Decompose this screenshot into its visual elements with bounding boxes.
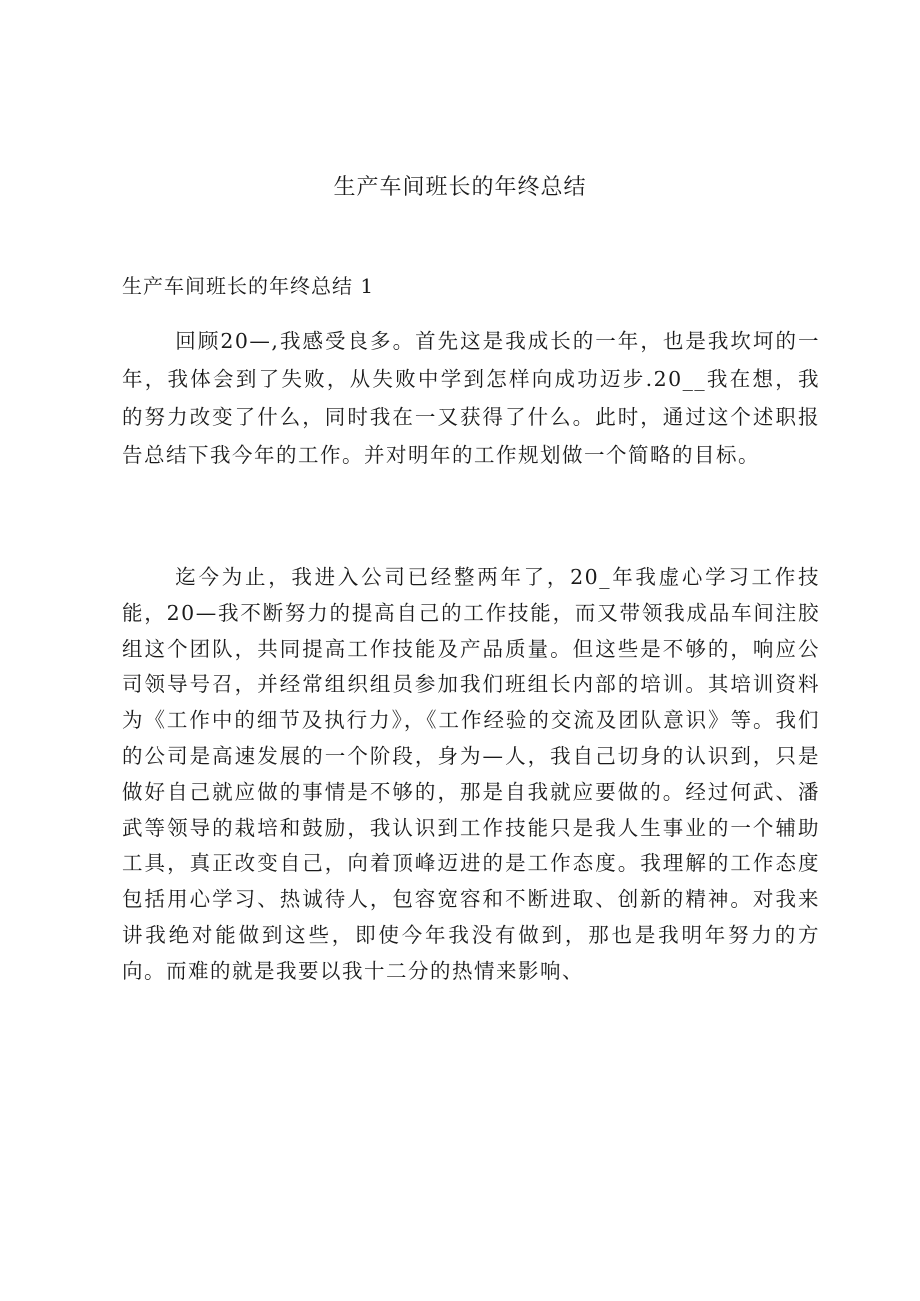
paragraph-2: 迄今为止，我进入公司已经整两年了，20_年我虚心学习工作技能，20—我不断努力的提高自己的工作技能，而又带领我成品车间注胶组这个团队，共同提高工作技能及产品质量。但这些是不够的，响应公司领导号召，并经常组织组员参加我们班组长内部的培训。其培训资料为《工作中的细节及执行力》，《工作经验的交流及团队意识》等。我们的公司是高速发展的一个阶段，身为—人，我自己切身的认识到，只是做好自己就应做的事情是不够的，那是自我就应要做的。经过何武、潘武等领导的栽培和鼓励，我认识到工作技能只是我人生事业的一个辅助工具，真正改变自己，向着顶峰迈进的是工作态度。我理解的工作态度包括用心学习、热诚待人，包容宽容和不断进取、创新的精神。对我来讲我绝对能做到这些，即使今年我没有做到，那也是我明年努力的方向。而难的就是我要以我十二分的热情来影响、 [122, 565, 820, 983]
section-heading: 生产车间班长的年终总结 1 [122, 274, 375, 298]
document-title: 生产车间班长的年终总结 [333, 175, 587, 200]
paragraph-1: 回顾20—,我感受良多。首先这是我成长的一年，也是我坎坷的一年，我体会到了失败，从失败中学到怎样向成功迈步.20__我在想，我的努力改变了什么，同时我在一又获得了什么。此时，通过这个述职报告总结下我今年的工作。并对明年的工作规划做一个简略的目标。 [122, 329, 820, 467]
